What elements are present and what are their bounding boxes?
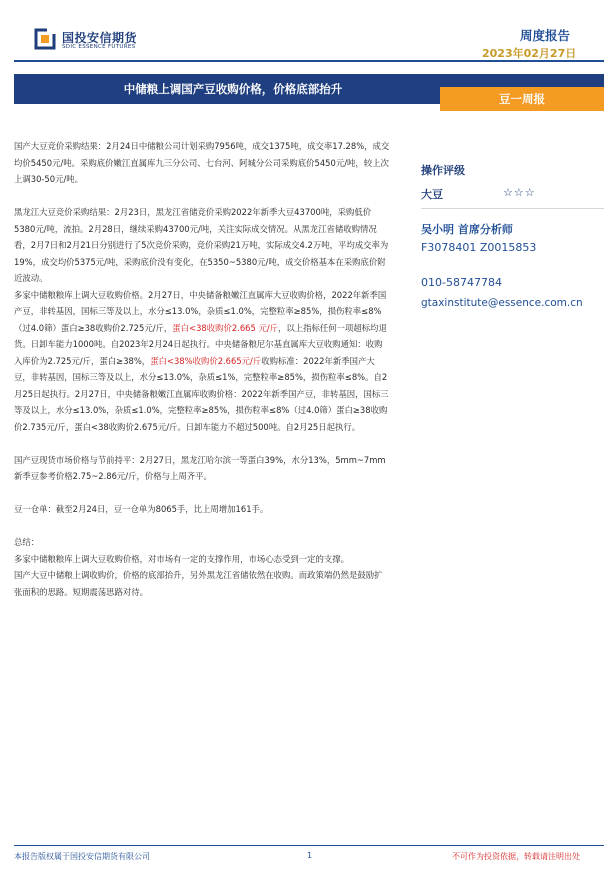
copyright-notice: 本报告版权属于国投安信期货有限公司 [14, 852, 150, 861]
rating-label: 操作评级 [421, 164, 465, 177]
rating-item: 大豆 [421, 188, 443, 201]
report-date: 2023年02月27日 [482, 47, 577, 60]
disclaimer-notice: 不可作为投资依据，转载请注明出处 [452, 852, 580, 861]
logo-name-en: SDIC ESSENCE FUTURES [62, 44, 136, 50]
highlight-price: 蛋白<38收购价2.665 元/斤 [172, 322, 279, 333]
section-tag: 豆一周报 [499, 92, 545, 106]
paragraph-spot-price: 国产豆现货市场价格与节前持平：2月27日，黑龙江哈尔滨一等蛋白39%，水分13%，5mm~7mm新季豆参考价格2.75~2.86元/斤，价格与上周齐平。 [14, 454, 386, 481]
rating-row [421, 186, 561, 202]
analyst-certificate: F3078401 Z0015853 [421, 241, 537, 254]
paragraph-auction-results: 国产大豆竞价采购结果：2月24日中储粮公司计划采购7956吨，成交1375吨，成交率17.28%，成交均价5450元/吨。采购底价嫩江直属库九三分公司、七台河、阿城分公司采购底价5450元/吨，较上次上调30-50元/吨。 [14, 141, 390, 184]
summary-paragraph: 国产大豆中储粮上调收购价，价格的底部抬升，另外黑龙江省储依然在收购。而政策端仍然是鼓励扩张面积的思路。短期震荡思路对待。 [14, 570, 383, 597]
star-rating-icon: ☆☆☆ [503, 186, 536, 199]
summary-paragraph: 多家中储粮粮库上调大豆收购价格，对市场有一定的支撑作用，市场心态受到一定的支撑。 [14, 553, 349, 564]
page-number: 1 [307, 851, 313, 860]
logo-name: 国投安信期货 [62, 31, 138, 45]
logo-icon [34, 28, 56, 50]
report-title: 中储粮上调国产豆收购价格，价格底部抬升 [123, 82, 343, 96]
header-divider [14, 60, 604, 62]
paragraph-heilongjiang-auction: 黑龙江大豆竞价采购结果：2月23日，黑龙江省储竞价采购2022年新季大豆43700吨，采购低价5380元/吨，流拍。2月28日，继续采购43700元/吨，关注实际成交情况。从黑龙江省储收购情况看，2月7日和2月21日分别进行了5次竞价采购，竞价采购21万吨，实际成交4.2万吨，平均成交率为19%，成交均价5375元/吨，采购底价没有变化，在5350~5380元/吨，成交价格基本在采购底价附近波动。 [14, 207, 389, 283]
highlight-price: 蛋白<38%收购价2.665元/斤 [150, 355, 262, 366]
analyst-name: 吴小明 首席分析师 [421, 223, 513, 236]
report-body [14, 138, 390, 600]
paragraph-warehouse-receipts: 豆一仓单：截至2月24日，豆一仓单为8065手，比上周增加161手。 [14, 504, 269, 514]
analyst-email[interactable]: gtaxinstitute@essence.com.cn [421, 297, 583, 309]
footer-divider [14, 845, 604, 846]
report-type: 周度报告 [520, 28, 571, 43]
sidebar-divider [421, 208, 604, 209]
paragraph-purchase-price: 多家中储粮粮库上调大豆收购价格。2月27日，中央储备粮嫩江直属库大豆收购价格，2022年新季国产豆，非转基因，国标三等及以上，水分≤13.0%，杂质≤1.0%，完整粒率≥85%，损伤粒率≤8%（过4.0筛）蛋白≥38收购价2.725元/斤，蛋白<38收购价2.665 元/斤，以上指标任何一项超标均退货。日卸车能力1000吨。自2023年2月24日起执行。中央储备粮尼尔基直属库大豆收购通知：收购入库价为2.725元/斤，蛋白≥38%，蛋白<38%收购价2.665元/斤收购标准：2022年新季国产大豆，非转基因，国标三等及以上，水分≤13.0%，杂质≤1%，完整粒率≥85%，损伤粒率≤8%。自2月25日起执行。2月27日，中央储备粮嫩江直属库收购价格：2022年新季国产豆，非转基因，国标三等及以上，水分≤13.0%，杂质≤1.0%，完整粒率≥85%，损伤粒率≤8%（过4.0筛）蛋白≥38收购价2.735元/斤，蛋白<38收购价2.675元/斤。日卸车能力不超过500吨。自2月25日起执行。 [14, 289, 389, 432]
analyst-phone: 010-58747784 [421, 276, 502, 289]
summary-label: 总结： [14, 537, 40, 547]
